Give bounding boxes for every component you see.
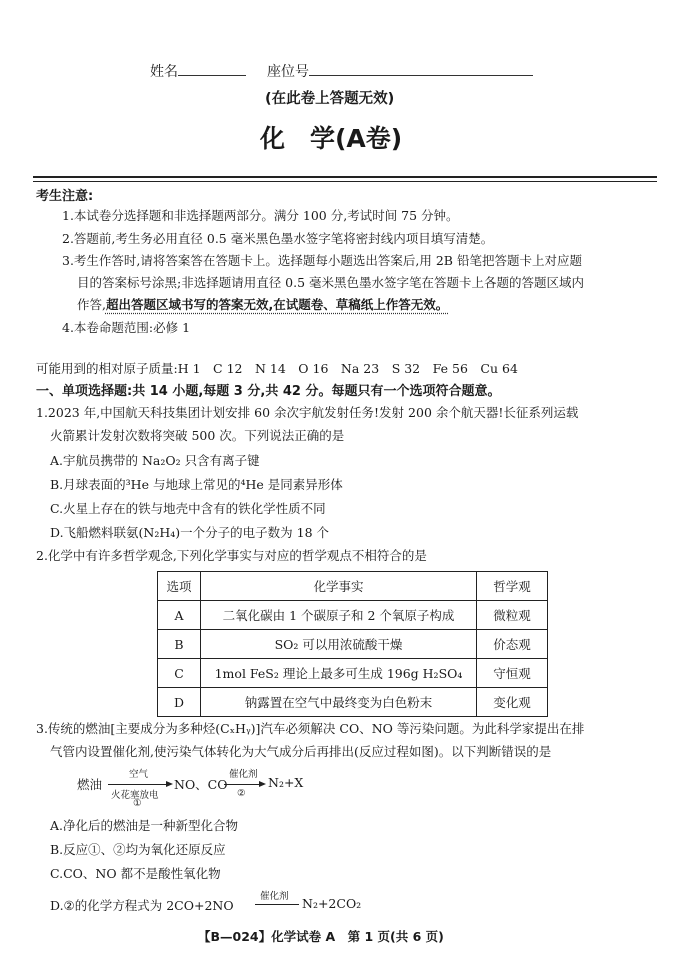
scheme-step1-below: 火花塞放电 [111,790,159,801]
invalid-note: (在此卷上答题无效) [265,91,395,107]
notice-item-3-cont: 目的答案标号涂黑;非选择题请用直径 0.5 毫米黑色墨水签字笔在答题卡上各题的答题区域内 [77,275,585,290]
q3-stem-line1: 3.传统的燃油[主要成分为多种烃(CₓHᵧ)]汽车必须解决 CO、NO 等污染问题。为此科学家提出在排 [36,721,585,736]
notice-item-3-prefix: 作答, [77,297,106,312]
col-option: 选项 [158,572,201,601]
q1-option-b: B.月球表面的³He 与地球上常见的⁴He 是同素异形体 [50,477,343,492]
cell-philosophy: 微粒观 [477,601,548,630]
col-fact: 化学事实 [201,572,477,601]
table-row [158,688,548,717]
cell-option: A [158,601,201,630]
notice-item-2: 2.答题前,考生务必用直径 0.5 毫米黑色墨水签字笔将密封线内项目填写清楚。 [62,231,494,246]
scheme-product: N₂+X [268,775,304,790]
atomic-masses: 可能用到的相对原子质量:H 1 C 12 N 14 O 16 Na 23 S 32 Fe 56 Cu 64 [36,361,518,376]
scheme-arrowhead-2 [259,781,266,787]
page-footer: 【B—024】化学试卷 A 第 1 页(共 6 页) [198,929,444,944]
q3-d-suffix: N₂+2CO₂ [302,896,362,911]
seat-blank[interactable] [309,61,533,76]
q3-option-d [50,896,234,914]
cell-fact: 1mol FeS₂ 理论上最多可生成 196g H₂SO₄ [201,659,477,688]
cell-fact: SO₂ 可以用浓硫酸干燥 [201,630,477,659]
section-1-title: 一、单项选择题:共 14 小题,每题 3 分,共 42 分。每题只有一个选项符合题意。 [36,384,501,399]
cell-philosophy: 价态观 [477,630,548,659]
cell-option: C [158,659,201,688]
scheme-arrowhead-1 [166,781,173,787]
q3-d-equation-line [255,904,299,905]
q1-option-d: D.飞船燃料联氨(N₂H₄)一个分子的电子数为 18 个 [50,525,330,540]
name-field [150,61,246,81]
table-row [158,630,548,659]
table-row [158,659,548,688]
q1-stem-line1: 1.2023 年,中国航天科技集团计划安排 60 余次宇航发射任务!发射 200 余个航天器!长征系列运载 [36,405,579,420]
q3-option-b: B.反应①、②均为氧化还原反应 [50,842,226,857]
cell-philosophy: 守恒观 [477,659,548,688]
table-row [158,601,548,630]
notice-heading: 考生注意: [36,189,94,204]
scheme-step1-num: ① [133,798,142,809]
divider-top [33,176,657,178]
scheme-fuel: 燃油 [77,777,103,792]
table-header-row [158,572,548,601]
notice-emphasis: 超出答题区域书写的答案无效,在试题卷、草稿纸上作答无效。 [105,297,449,312]
cell-option: D [158,688,201,717]
q3-d-prefix: D.②的化学方程式为 2CO+2NO [50,898,234,913]
cell-fact: 二氧化碳由 1 个碳原子和 2 个氧原子构成 [201,601,477,630]
cell-option: B [158,630,201,659]
name-blank[interactable] [178,61,246,76]
notice-item-3: 3.考生作答时,请将答案答在答题卡上。选择题每小题选出答案后,用 2B 铅笔把答题卡上对应题 [62,253,582,268]
q1-option-a: A.宇航员携带的 Na₂O₂ 只含有离子键 [50,453,260,468]
q3-d-catalyst: 催化剂 [260,891,289,902]
notice-item-3-last [77,295,448,313]
col-philosophy: 哲学观 [477,572,548,601]
divider-bottom [33,181,657,182]
q2-table [157,571,548,717]
notice-item-4: 4.本卷命题范围:必修 1 [62,320,191,335]
q3-option-a: A.净化后的燃油是一种新型化合物 [50,818,239,833]
seat-label: 座位号 [267,64,309,80]
cell-philosophy: 变化观 [477,688,548,717]
scheme-arrow-1 [108,784,167,785]
scheme-step2-num: ② [237,788,246,799]
page-title: 化 学(A卷) [260,124,403,153]
scheme-step1-above: 空气 [129,769,149,780]
seat-field [267,61,533,81]
scheme-arrow-2 [224,784,260,785]
q3-stem-line2: 气管内设置催化剂,使污染气体转化为大气成分后再排出(反应过程如图)。以下判断错误的是 [50,744,552,759]
q1-stem-line2: 火箭累计发射次数将突破 500 次。下列说法正确的是 [50,428,345,443]
q2-stem: 2.化学中有许多哲学观念,下列化学事实与对应的哲学观点不相符合的是 [36,548,427,563]
scheme-middle: NO、CO [174,777,228,792]
q3-option-c: C.CO、NO 都不是酸性氧化物 [50,866,221,881]
q1-option-c: C.火星上存在的铁与地壳中含有的铁化学性质不同 [50,501,326,516]
cell-fact: 钠露置在空气中最终变为白色粉末 [201,688,477,717]
notice-item-1: 1.本试卷分选择题和非选择题两部分。满分 100 分,考试时间 75 分钟。 [62,208,459,223]
name-label: 姓名 [150,64,178,80]
scheme-step2-above: 催化剂 [229,769,258,780]
